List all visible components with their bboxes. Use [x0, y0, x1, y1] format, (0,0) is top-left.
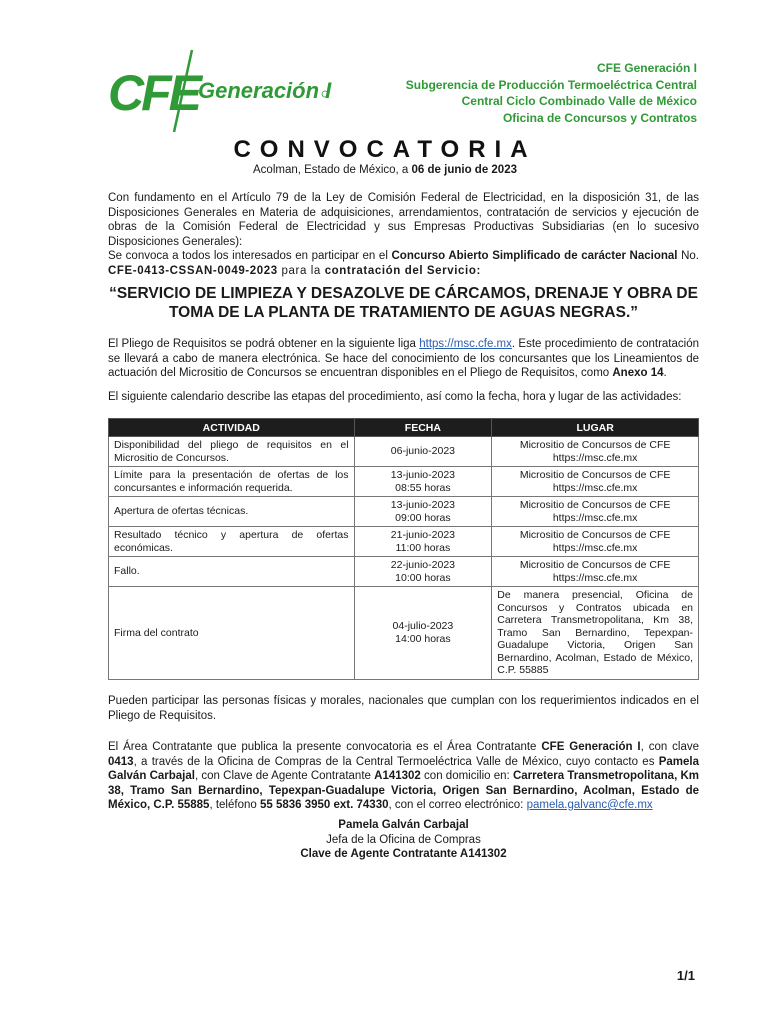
pliego-text-2: . Este procedimiento de contratación se llevará a cabo de manera electrónica. Se hace del conocimiento de los concursantes que los Lineamientos de actuación del Micrositio de Concursos se encuentran disponibles en el Pliego de Requisitos, como: [108, 338, 699, 379]
anexo-label: Anexo 14: [612, 367, 664, 379]
cell-actividad: Apertura de ofertas técnicas.: [109, 497, 355, 527]
contracting-text-6: , teléfono: [209, 799, 260, 811]
contact-email-link[interactable]: pamela.galvanc@cfe.mx: [526, 799, 653, 811]
logo-cfe-text: CFE: [108, 65, 199, 121]
contest-no-label: No.: [677, 250, 700, 262]
lugar-line-2: https://msc.cfe.mx: [552, 541, 638, 554]
fecha-date: 04-julio-2023: [392, 620, 454, 633]
table-row: [109, 587, 699, 680]
cfe-generacion-logo: [104, 48, 344, 134]
cell-actividad: Disponibilidad del pliego de requisitos en el Micrositio de Concursos.: [109, 437, 355, 467]
logo-generacion-text: Generación I: [198, 78, 332, 103]
table-row: [109, 527, 699, 557]
cell-fecha: [354, 557, 492, 587]
fecha-date: 13-junio-2023: [390, 499, 455, 511]
cell-lugar: De manera presencial, Oficina de Concursos y Contratos ubicada en Carretera Transmetropolitana, Km 38, Tramo San Bernardino, Tepexpan-Guadalupe Victoria, Origen San Bernardino, Acolman, Estado de México, C.P. 55885: [492, 587, 699, 680]
contracting-clave: 0413: [108, 755, 134, 768]
header-lugar: LUGAR: [492, 419, 699, 437]
fecha-time: 14:00 horas: [395, 632, 451, 645]
cell-lugar: [492, 437, 699, 467]
para-la: para la: [277, 264, 325, 277]
fecha-time: 08:55 horas: [395, 481, 451, 494]
cell-actividad: Fallo.: [109, 557, 355, 587]
cell-fecha: [354, 467, 492, 497]
contracting-text-7: , con el correo electrónico:: [388, 799, 527, 811]
cell-actividad: Resultado técnico y apertura de ofertas económicas.: [109, 527, 355, 557]
contact-phone: 55 5836 3950 ext. 74330: [259, 799, 389, 811]
contracting-paragraph: [108, 740, 699, 813]
calendar-table: [108, 418, 699, 680]
lugar-line-2: https://msc.cfe.mx: [552, 511, 638, 524]
contracting-text-2: , con clave: [640, 741, 699, 753]
dateline: [0, 164, 770, 176]
cell-lugar: [492, 467, 699, 497]
fecha-time: 10:00 horas: [395, 571, 451, 584]
cell-fecha: [354, 497, 492, 527]
cell-lugar: [492, 527, 699, 557]
table-row: [109, 437, 699, 467]
pliego-paragraph: [108, 337, 699, 381]
cell-lugar: [492, 497, 699, 527]
fecha-time: 11:00 horas: [395, 541, 451, 554]
cell-fecha: [354, 587, 492, 680]
dateline-prefix: Acolman, Estado de México, a: [253, 164, 412, 176]
signatory-clave: Clave de Agente Contratante A141302: [300, 848, 507, 860]
pliego-text-3: .: [663, 367, 667, 379]
lugar-line-1: Micrositio de Concursos de CFE: [519, 439, 671, 451]
lugar-line-1: Micrositio de Concursos de CFE: [519, 529, 671, 541]
cell-lugar: [492, 557, 699, 587]
cell-fecha: [354, 437, 492, 467]
header-actividad: ACTIVIDAD: [109, 419, 355, 437]
header-fecha: FECHA: [354, 419, 492, 437]
lugar-line-1: Micrositio de Concursos de CFE: [519, 559, 671, 571]
table-row: [109, 557, 699, 587]
lugar-line-1: Micrositio de Concursos de CFE: [519, 469, 671, 481]
page-number: 1/1: [676, 968, 695, 983]
lugar-line-2: https://msc.cfe.mx: [552, 481, 638, 494]
intro-text-1: Con fundamento en el Artículo 79 de la Ley de Comisión Federal de Electricidad, en la disposición 31, de las Disposiciones Generales en Materia de adquisiciones, arrendamientos, contratación de servicios y ejecución de obras de la Comisión Federal de Electricidad y sus Empresas Productivas Subsidiarias (en lo sucesivo Disposiciones Generales):: [108, 192, 699, 248]
contracting-text-4: , con Clave de Agente Contratante: [194, 770, 375, 782]
lugar-line-1: Micrositio de Concursos de CFE: [519, 499, 671, 511]
table-row: [109, 497, 699, 527]
cell-actividad: Límite para la presentación de ofertas de los concursantes e información requerida.: [109, 467, 355, 497]
fecha-date: 21-junio-2023: [390, 529, 455, 541]
signatory-name: Pamela Galván Carbajal: [338, 819, 469, 831]
org-line-3: Central Ciclo Combinado Valle de México: [461, 94, 697, 108]
intro-paragraph: [108, 191, 699, 278]
contracting-text-5: con domicilio en:: [420, 770, 513, 782]
lugar-line-2: https://msc.cfe.mx: [552, 451, 638, 464]
fecha-date: 22-junio-2023: [390, 559, 455, 571]
org-line-4: Oficina de Concursos y Contratos: [502, 110, 697, 125]
signatory-role: Jefa de la Oficina de Compras: [326, 833, 481, 846]
header-organization: [406, 60, 697, 126]
contracting-text-3: , a través de la Oficina de Compras de la Central Termoeléctrica Valle de México, cuyo contacto es: [133, 755, 659, 768]
intro-text-2: Se convoca a todos los interesados en participar en el: [108, 250, 392, 262]
contest-number: CFE-0413-CSSAN-0049-2023: [108, 264, 278, 277]
fecha-time: 09:00 horas: [395, 511, 451, 524]
org-line-2: Subgerencia de Producción Termoeléctrica Central: [405, 77, 697, 92]
table-header-row: [109, 419, 699, 437]
dateline-date: 06 de junio de 2023: [411, 164, 517, 176]
participants-paragraph: Pueden participar las personas físicas y morales, nacionales que cumplan con los requerimientos indicados en el Pliego de Requisitos.: [108, 695, 699, 722]
table-row: [109, 467, 699, 497]
fecha-date: 06-junio-2023: [390, 445, 455, 458]
agent-code: A141302: [374, 770, 421, 782]
cell-actividad: Firma del contrato: [109, 587, 355, 680]
fecha-date: 13-junio-2023: [390, 469, 455, 481]
signature-block: [108, 818, 699, 862]
msc-link[interactable]: https://msc.cfe.mx: [419, 338, 512, 350]
pliego-text-1: El Pliego de Requisitos se podrá obtener en la siguiente liga: [108, 338, 420, 350]
contratacion-label: contratación del Servicio:: [324, 264, 481, 277]
org-line-1: CFE Generación I: [596, 61, 697, 75]
document-title: CONVOCATORIA: [233, 136, 537, 163]
contracting-text-1: El Área Contratante que publica la presente convocatoria es el Área Contratante: [108, 741, 542, 753]
cell-fecha: [354, 527, 492, 557]
contracting-address: Carretera Transmetropolitana, Km 38, Tramo San Bernardino, Tepexpan-Guadalupe Victoria, Origen San Bernardino, Acolman, Estado de México, C.P. 55885: [108, 770, 700, 811]
calendar-intro: El siguiente calendario describe las etapas del procedimiento, así como la fecha, hora y lugar de las actividades:: [108, 391, 682, 403]
contact-name: Pamela Galván Carbajal: [108, 755, 699, 782]
lugar-line-2: https://msc.cfe.mx: [552, 571, 638, 584]
contracting-area: CFE Generación I: [541, 741, 641, 753]
service-title: “SERVICIO DE LIMPIEZA Y DESAZOLVE DE CÁRCAMOS, DRENAJE Y OBRA DE TOMA DE LA PLANTA DE TRATAMIENTO DE AGUAS NEGRAS.”: [109, 285, 698, 321]
contest-type: Concurso Abierto Simplificado de carácter Nacional: [391, 250, 678, 262]
